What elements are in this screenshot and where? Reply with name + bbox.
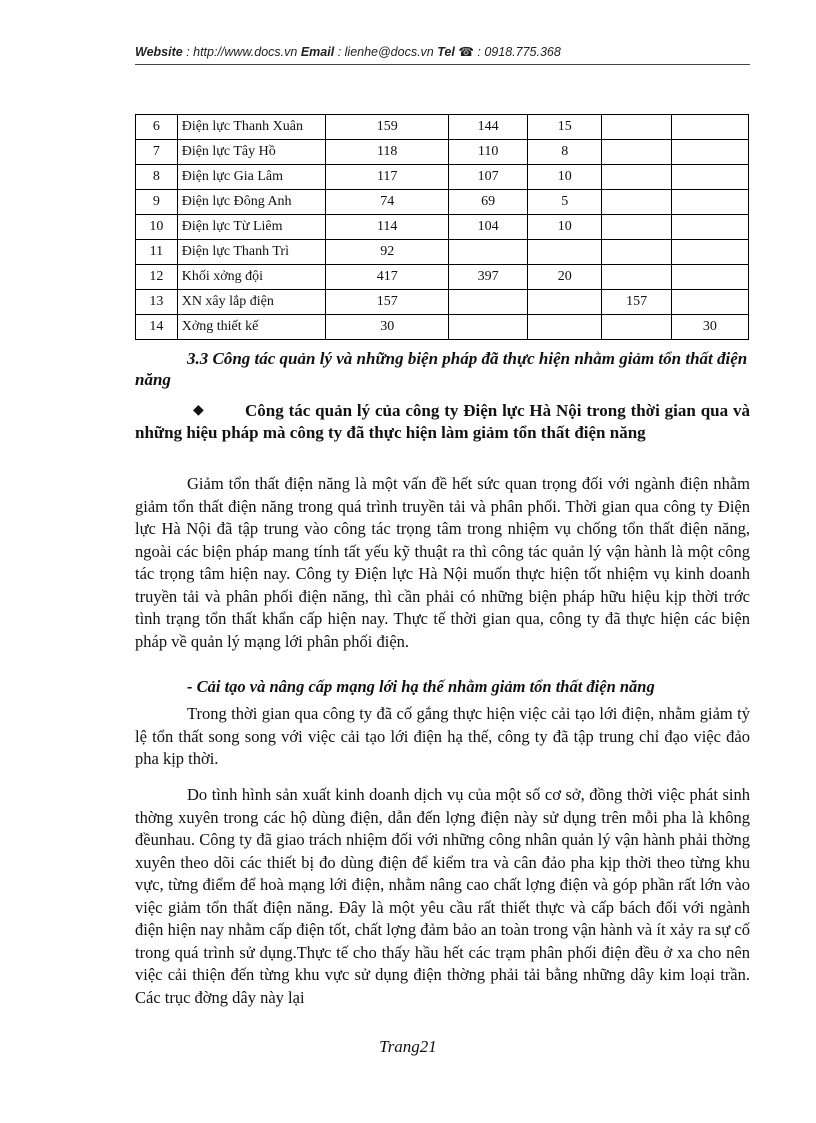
value-cell — [602, 165, 671, 190]
table-row — [136, 115, 749, 140]
table-body — [136, 115, 749, 340]
email-label: Email — [300, 45, 335, 59]
row-number-cell: 6 — [136, 115, 178, 140]
value-cell — [671, 140, 748, 165]
value-cell — [671, 265, 748, 290]
value-cell — [602, 315, 671, 340]
diamond-bullet-icon: ◆ — [193, 403, 204, 418]
value-cell — [448, 240, 527, 265]
value-cell: 8 — [528, 140, 602, 165]
row-number-cell: 7 — [136, 140, 178, 165]
value-cell — [528, 315, 602, 340]
value-cell: 110 — [448, 140, 527, 165]
value-cell: 30 — [326, 315, 449, 340]
value-cell — [448, 315, 527, 340]
value-cell — [528, 290, 602, 315]
section-heading-3-3: 3.3 Công tác quản lý và những biện pháp đã thực hiện nhằm giảm tổn thất điện năng — [135, 349, 748, 389]
paragraph-3: Do tình hình sản xuất kinh doanh dịch vụ của một số cơ sở, đồng thời việc phát sinh thờng xuyên trong các hộ dùng điện, dẫn đến lợng điện này sử dụng trên mỗi pha là không đềunhau. Công ty đã giao trách nhiệm đối với những công nhân quản lý vận hành phải thờng xuyên theo dõi các thiết bị đo dùng điện để kiểm tra và cân đảo pha kịp thời theo từng khu vực, từng điểm để hoà mạng lới điện, nhằm nâng cao chất lợng điện và góp phần rất lớn vào việc giảm tổn thất điện năng. Đây là một yêu cầu rất thiết thực và cấp bách đối với ngành điện hiện nay nhằm cấp điện tốt, chất lợng đảm bảo an toàn trong vận hành và ít xảy ra sự cố trong quá trình sử dụng.Thực tế cho thấy hầu hết các trạm phân phối điện đều ở xa cho nên việc cải thiện đến từng khu vực sử dụng điện thờng phải tải bằng những dây kim loại trần. Các trục đờng dây này lại — [135, 785, 750, 1007]
unit-name-cell: Xởng thiết kế — [177, 315, 326, 340]
value-cell: 20 — [528, 265, 602, 290]
table-row — [136, 265, 749, 290]
row-number-cell: 11 — [136, 240, 178, 265]
value-cell: 15 — [528, 115, 602, 140]
value-cell: 5 — [528, 190, 602, 215]
header-divider — [135, 64, 750, 65]
unit-name-cell: Điện lực Từ Liêm — [177, 215, 326, 240]
value-cell — [602, 240, 671, 265]
paragraph-2: Trong thời gian qua công ty đã cố gắng thực hiện việc cải tạo lới điện, nhằm giảm tỷ lệ tổn thất song song với việc cải tạo lới điện hạ thế, công ty đã tập trung chỉ đạo việc đảo pha kịp thời. — [135, 704, 750, 768]
row-number-cell: 8 — [136, 165, 178, 190]
table-row — [136, 215, 749, 240]
tel-label: Tel — [437, 45, 455, 59]
website-value[interactable]: : http://www.docs.vn — [186, 45, 298, 59]
page-header — [135, 44, 750, 59]
value-cell: 157 — [602, 290, 671, 315]
value-cell — [671, 165, 748, 190]
value-cell — [671, 240, 748, 265]
value-cell: 117 — [326, 165, 449, 190]
value-cell — [602, 190, 671, 215]
value-cell: 107 — [448, 165, 527, 190]
website-label: Website — [135, 45, 183, 59]
row-number-cell: 12 — [136, 265, 178, 290]
row-number-cell: 13 — [136, 290, 178, 315]
value-cell — [671, 290, 748, 315]
value-cell: 114 — [326, 215, 449, 240]
value-cell: 69 — [448, 190, 527, 215]
unit-name-cell: Điện lực Đông Anh — [177, 190, 326, 215]
value-cell: 104 — [448, 215, 527, 240]
tel-value: : 0918.775.368 — [477, 45, 561, 59]
bullet-heading — [135, 400, 750, 444]
value-cell: 159 — [326, 115, 449, 140]
value-cell: 417 — [326, 265, 449, 290]
unit-name-cell: Điện lực Thanh Trì — [177, 240, 326, 265]
row-number-cell: 9 — [136, 190, 178, 215]
unit-name-cell: Khối xởng đội — [177, 265, 326, 290]
value-cell: 118 — [326, 140, 449, 165]
value-cell — [602, 215, 671, 240]
row-number-cell: 10 — [136, 215, 178, 240]
value-cell: 10 — [528, 215, 602, 240]
table-row — [136, 140, 749, 165]
value-cell — [528, 240, 602, 265]
phone-icon: ☎ — [458, 45, 474, 59]
table-row — [136, 315, 749, 340]
value-cell: 397 — [448, 265, 527, 290]
value-cell: 144 — [448, 115, 527, 140]
value-cell: 10 — [528, 165, 602, 190]
table-row — [136, 290, 749, 315]
value-cell: 92 — [326, 240, 449, 265]
value-cell — [671, 190, 748, 215]
table-row — [136, 165, 749, 190]
value-cell — [602, 265, 671, 290]
value-cell — [602, 115, 671, 140]
value-cell: 157 — [326, 290, 449, 315]
value-cell — [671, 215, 748, 240]
staff-table — [135, 114, 749, 340]
unit-name-cell: XN xây lắp điện — [177, 290, 326, 315]
paragraph-1: Giảm tổn thất điện năng là một vấn đề hết sức quan trọng đối với ngành điện nhằm giảm tổn thất điện năng trong quá trình truyền tải và phân phối. Thời gian qua công ty Điện lực Hà Nội đã tập trung vào công tác trọng tâm trong nhiệm vụ chống tổn thất điện năng, ngoài các biện pháp mang tính tất yếu kỹ thuật ra thì công tác quản lý vận hành là một công tác trọng tâm hiện nay. Công ty Điện lực Hà Nội muốn thực hiện tốt nhiệm vụ kinh doanh truyền tải và phân phối điện năng, thì cần phải có những biện pháp hữu hiệu kịp thời trớc tình trạng tổn thất khẩn cấp hiện nay. Thực tế thời gian qua, công ty đã thực hiện các biện pháp về quản lý mạng lới phân phối điện. — [135, 474, 750, 651]
subheading-2: - Cải tạo và nâng cấp mạng lới hạ thế nhằm giảm tổn thất điện năng — [187, 677, 655, 696]
page-number: Trang21 — [379, 1037, 437, 1056]
bullet-heading-text: Công tác quản lý của công ty Điện lực Hà Nội trong thời gian qua và những hiệu pháp mà công ty đã thực hiện làm giảm tổn thất điện năng — [135, 401, 750, 442]
value-cell — [448, 290, 527, 315]
row-number-cell: 14 — [136, 315, 178, 340]
value-cell: 74 — [326, 190, 449, 215]
unit-name-cell: Điện lực Tây Hồ — [177, 140, 326, 165]
unit-name-cell: Điện lực Thanh Xuân — [177, 115, 326, 140]
value-cell — [671, 115, 748, 140]
unit-name-cell: Điện lực Gia Lâm — [177, 165, 326, 190]
email-value[interactable]: : lienhe@docs.vn — [337, 45, 434, 59]
value-cell — [602, 140, 671, 165]
value-cell: 30 — [671, 315, 748, 340]
table-row — [136, 190, 749, 215]
table-row — [136, 240, 749, 265]
